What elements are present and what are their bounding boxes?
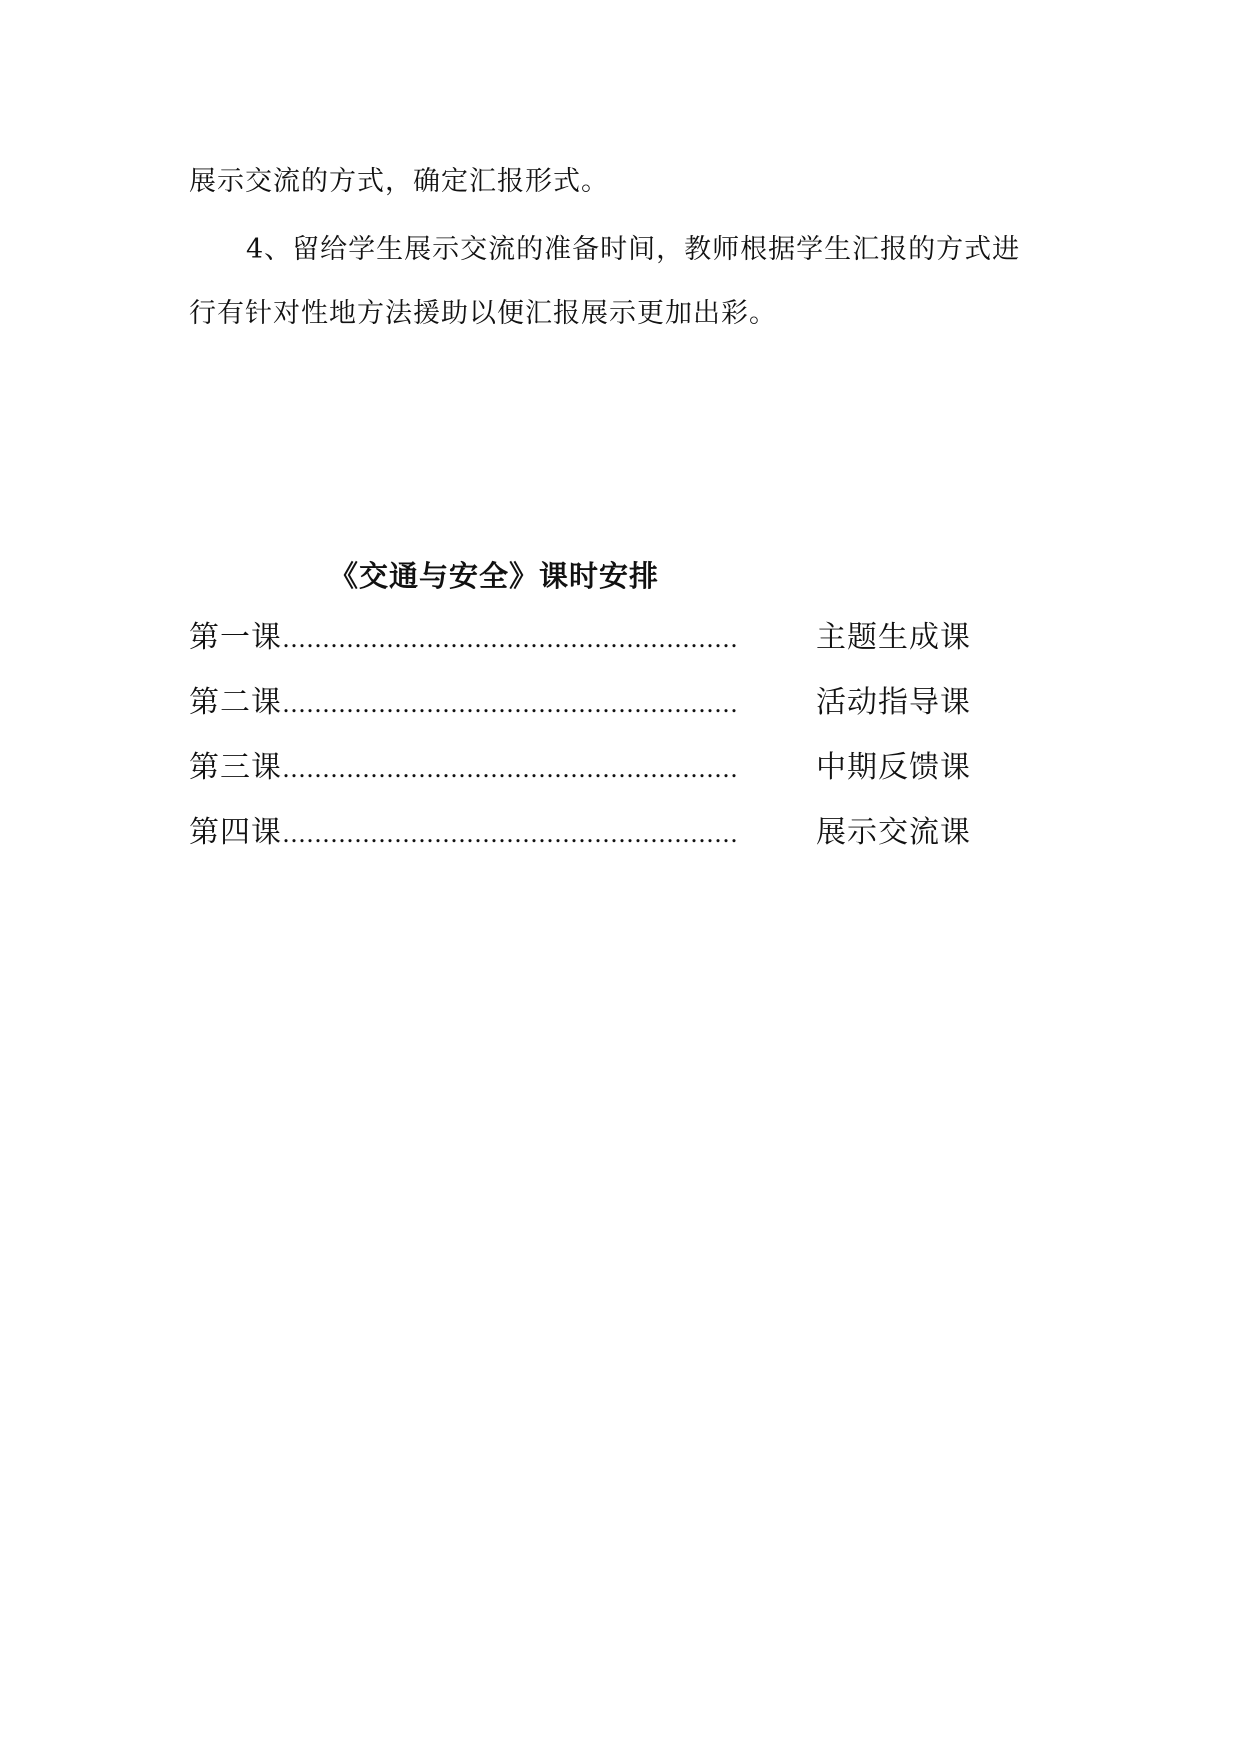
lesson-type: 展示交流课 <box>816 815 971 850</box>
schedule-row-3 <box>189 748 999 813</box>
lesson-name: 第一课 <box>189 620 282 655</box>
schedule-title: 《交通与安全》课时安排 <box>329 559 660 593</box>
schedule-list <box>189 618 999 878</box>
lesson-type: 活动指导课 <box>816 685 971 720</box>
lesson-name: 第二课 <box>189 685 282 720</box>
paragraph-line-3: 行有针对性地方法援助以便汇报展示更加出彩。 <box>189 298 777 329</box>
dot-leader: ………………………………………………… <box>282 690 738 718</box>
lesson-name: 第三课 <box>189 750 282 785</box>
schedule-row-2 <box>189 683 999 748</box>
dot-leader: ………………………………………………… <box>282 820 738 848</box>
paragraph-line-1: 展示交流的方式，确定汇报形式。 <box>189 166 609 197</box>
schedule-row-1 <box>189 618 999 683</box>
lesson-type: 主题生成课 <box>816 620 971 655</box>
schedule-row-4 <box>189 813 999 878</box>
lesson-name: 第四课 <box>189 815 282 850</box>
dot-leader: ………………………………………………… <box>282 755 738 783</box>
paragraph-line-2: 4、留给学生展示交流的准备时间，教师根据学生汇报的方式进 <box>246 234 1021 265</box>
dot-leader: ………………………………………………… <box>282 625 738 653</box>
lesson-type: 中期反馈课 <box>816 750 971 785</box>
